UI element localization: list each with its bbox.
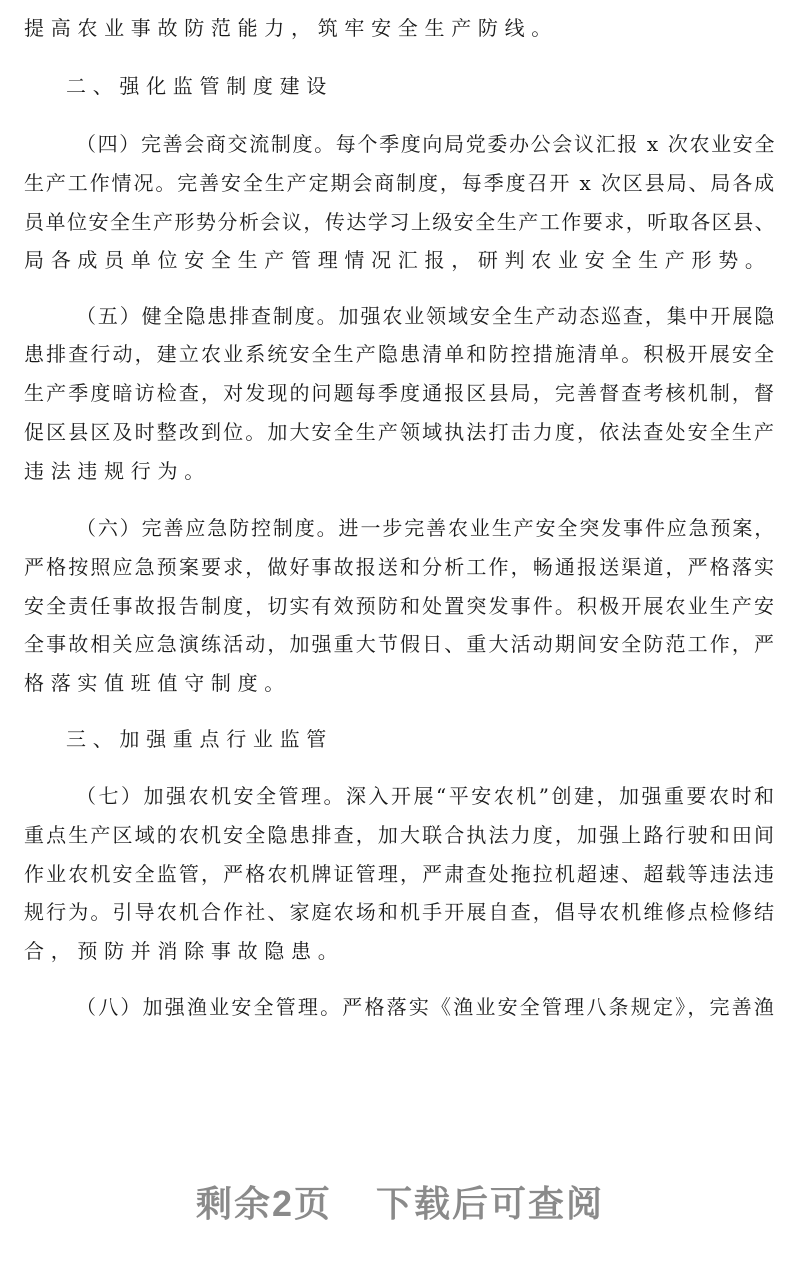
text-line: 安全责任事故报告制度，切实有效预防和处置突发事件。积极开展农业生产安 [24, 594, 777, 618]
text-line: 重点生产区域的农机安全隐患排查，加大联合执法力度，加强上路行驶和田间 [24, 823, 777, 847]
text-line: （七）加强农机安全管理。深入开展“平安农机”创建，加强重要农时和 [76, 784, 777, 808]
section-heading: 二、强化监管制度建设 [66, 74, 333, 98]
text-line: 患排查行动，建立农业系统安全生产隐患清单和防控措施清单。积极开展安全 [24, 342, 777, 366]
text-line: 严格按照应急预案要求，做好事故报送和分析工作，畅通报送渠道，严格落实 [24, 555, 777, 579]
remaining-pages-label: 剩余2页 [195, 1183, 332, 1224]
text-line: （四）完善会商交流制度。每个季度向局党委办公会议汇报 x 次农业安全 [76, 132, 777, 156]
text-line: （八）加强渔业安全管理。严格落实《渔业安全管理八条规定》，完善渔 [76, 995, 777, 1019]
download-to-view-label[interactable]: 下载后可查阅 [376, 1183, 605, 1224]
text-line: 促区县区及时整改到位。加大安全生产领域执法打击力度，依法查处安全生产 [24, 420, 777, 444]
text-line: 全事故相关应急演练活动，加强重大节假日、重大活动期间安全防范工作，严 [24, 632, 777, 656]
text-line: 规行为。引导农机合作社、家庭农场和机手开展自查，倡导农机维修点检修结 [24, 900, 777, 924]
text-line: 生产季度暗访检查，对发现的问题每季度通报区县局，完善督查考核机制，督 [24, 381, 777, 405]
text-line: 作业农机安全监管，严格农机牌证管理，严肃查处拖拉机超速、超载等违法违 [24, 862, 777, 886]
text-line: 提高农业事故防范能力，筑牢安全生产防线。 [24, 16, 558, 40]
download-prompt[interactable] [0, 1176, 800, 1227]
text-line: 局各成员单位安全生产管理情况汇报，研判农业安全生产形势。 [24, 248, 772, 272]
text-line: 生产工作情况。完善安全生产定期会商制度，每季度召开 x 次区县局、局各成 [24, 171, 777, 195]
text-line: 员单位安全生产形势分析会议，传达学习上级安全生产工作要求，听取各区县、 [24, 210, 777, 234]
section-heading: 三、加强重点行业监管 [66, 727, 333, 751]
text-line: 合，预防并消除事故隐患。 [24, 939, 345, 963]
text-line: 格落实值班值守制度。 [24, 671, 291, 695]
text-line: （五）健全隐患排查制度。加强农业领域安全生产动态巡查，集中开展隐 [76, 304, 777, 328]
text-line: （六）完善应急防控制度。进一步完善农业生产安全突发事件应急预案， [76, 516, 777, 540]
text-line: 违法违规行为。 [24, 459, 211, 483]
